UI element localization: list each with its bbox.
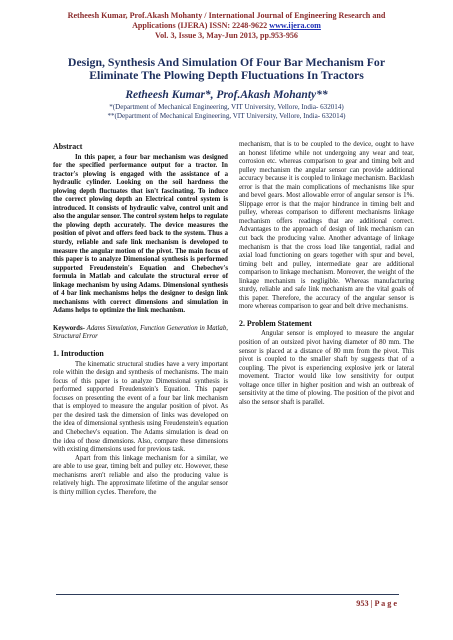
footer-divider — [56, 594, 399, 595]
paper-authors: Retheesh Kumar*, Prof.Akash Mohanty** — [125, 89, 328, 101]
introduction-paragraph-2: Apart from this linkage mechanism for a similar, we are able to use gear, timing belt and pulley etc. However, these mechanisms aren't reliable and also the producing value is relatively high. The approximate lifetime of the angular sensor is thirty million cycles. Therefore, the — [53, 454, 228, 496]
paper-title — [36, 56, 417, 82]
journal-header-line2 — [40, 21, 413, 31]
journal-header — [40, 11, 413, 42]
journal-issn: Applications (IJERA) ISSN: 2248-9622 — [132, 21, 268, 31]
right-column — [239, 141, 414, 407]
introduction-heading: 1. Introduction — [53, 349, 104, 359]
left-column — [53, 143, 228, 497]
affiliation-1: *(Department of Mechanical Engineering, VIT University, Vellore, India- 632014) — [109, 103, 344, 111]
journal-website-link[interactable]: www.ijera.com — [269, 21, 321, 31]
abstract-text: In this paper, a four bar mechanism was designed for the specified performance output for a tractor. In tractor's plowing is engaged with the assistance of a hydraulic cylinder. Looking on the soil hardness the plowing depth fluctuates that isn't fascinating. To induce the correct plowing depth an Electrical control system is introduced. It consists of hydraulic valve, control unit and also the angular sensor. The control system helps to regulate the plowing depth accurately. The device measures the position of pivot and offers feed back to the system. Thus a sturdy, reliable and safe link mechanism is developed to measure the angular motion of the pivot. The main focus of this paper is to analyze Dimensional synthesis is performed supported Freudenstein's Equation and Chebechev's formula in Matlab and calculate the structural error of linkage mechanism by using Adams. Dimensional synthesis of 4 bar link mechanisms helps the designer to design link mechanisms with correct dimensions and simulation in Adams helps to optimize the link mechanism. — [53, 153, 228, 315]
paper-title-line2: Eliminate The Plowing Depth Fluctuations In Tractors — [89, 68, 364, 83]
affiliation-2: **(Department of Mechanical Engineering, VIT University, Vellore, India- 632014) — [107, 111, 346, 120]
keywords — [53, 325, 228, 342]
page-number: 953 | P a g e — [356, 599, 397, 608]
keywords-text: Adams Simulation, Function Generation in Matlab, Structural Error — [53, 324, 228, 341]
problem-statement-text: Angular sensor is employed to measure the angular position of an outsized pivot having diameter of 80 mm. The sensor is placed at a distance of 80 mm from the pivot. This pivot is coupled to the smaller shaft by suggests that of a coupling. The pivot is experiencing explosive jerk or lateral movement. Tractor would like low sensitivity for output voltage once tiller in higher position and wish an outbreak of sensitivity at the time of plowing. The position of the pivot and also the sensor shaft is parallel. — [239, 330, 414, 406]
introduction-continued: mechanism, that is to be coupled to the device, ought to have an honest lifetime while not undergoing any wear and tear, corrosion etc. whereas comparison to gear and timing belt and pulley mechanism the angular sensor can provide additional accuracy because it is coupled to linkage mechanism. Backlash error is that the main complications of mechanisms like spur and bevel gears. Most allowable error of angular sensor is 1%. Slippage error is that the major hindrance in timing belt and pulley, whereas comparison to different mechanisms linkage mechanism offers readings that are additional correct. Advantages to the approach of design of link mechanism can cut back the producing value. Another advantage of linkage mechanism is that the cross load like tangential, radial and axial load functioning on gears together with spur and bevel, timing belt and pulley, intermediate gear are additional comparison to linkage mechanism. Moreover, the weight of the linkage mechanism is negligible. Whereas manufacturing sturdy, reliable and safe link mechanism are the vital goals of this paper. Therefore, the accuracy of the angular sensor is more whereas comparison to gear and belt drive mechanisms. — [239, 141, 414, 311]
abstract-heading: Abstract — [53, 142, 83, 151]
keywords-label: Keywords- — [53, 324, 85, 332]
problem-statement-heading: 2. Problem Statement — [239, 318, 312, 328]
journal-header-line1: Retheesh Kumar, Prof.Akash Mohanty / International Journal of Engineering Research and — [67, 11, 386, 20]
author-affiliations — [30, 103, 423, 120]
introduction-paragraph-1: The kinematic structural studies have a very important role within the design and synthesis of mechanisms. The main focus of this paper is to analyze Dimensional synthesis is performed supported Freudenstein's Equation. This paper focuses on presenting the event of a four bar link mechanism that is employed to measure the angular position of pivot. As per the desired task the dimension of links was developed on the idea of dimensional synthesis using Freudenstein's equation and Chebechev's equation. The Adams simulation is dead on the idea of those dimensions. Also, compare these dimensions with existing dimensions used for previous task. — [53, 360, 228, 454]
paper-title-line1: Design, Synthesis And Simulation Of Four Bar Mechanism For — [67, 55, 386, 69]
journal-header-line3: Vol. 3, Issue 3, May-Jun 2013, pp.953-956 — [155, 31, 298, 41]
